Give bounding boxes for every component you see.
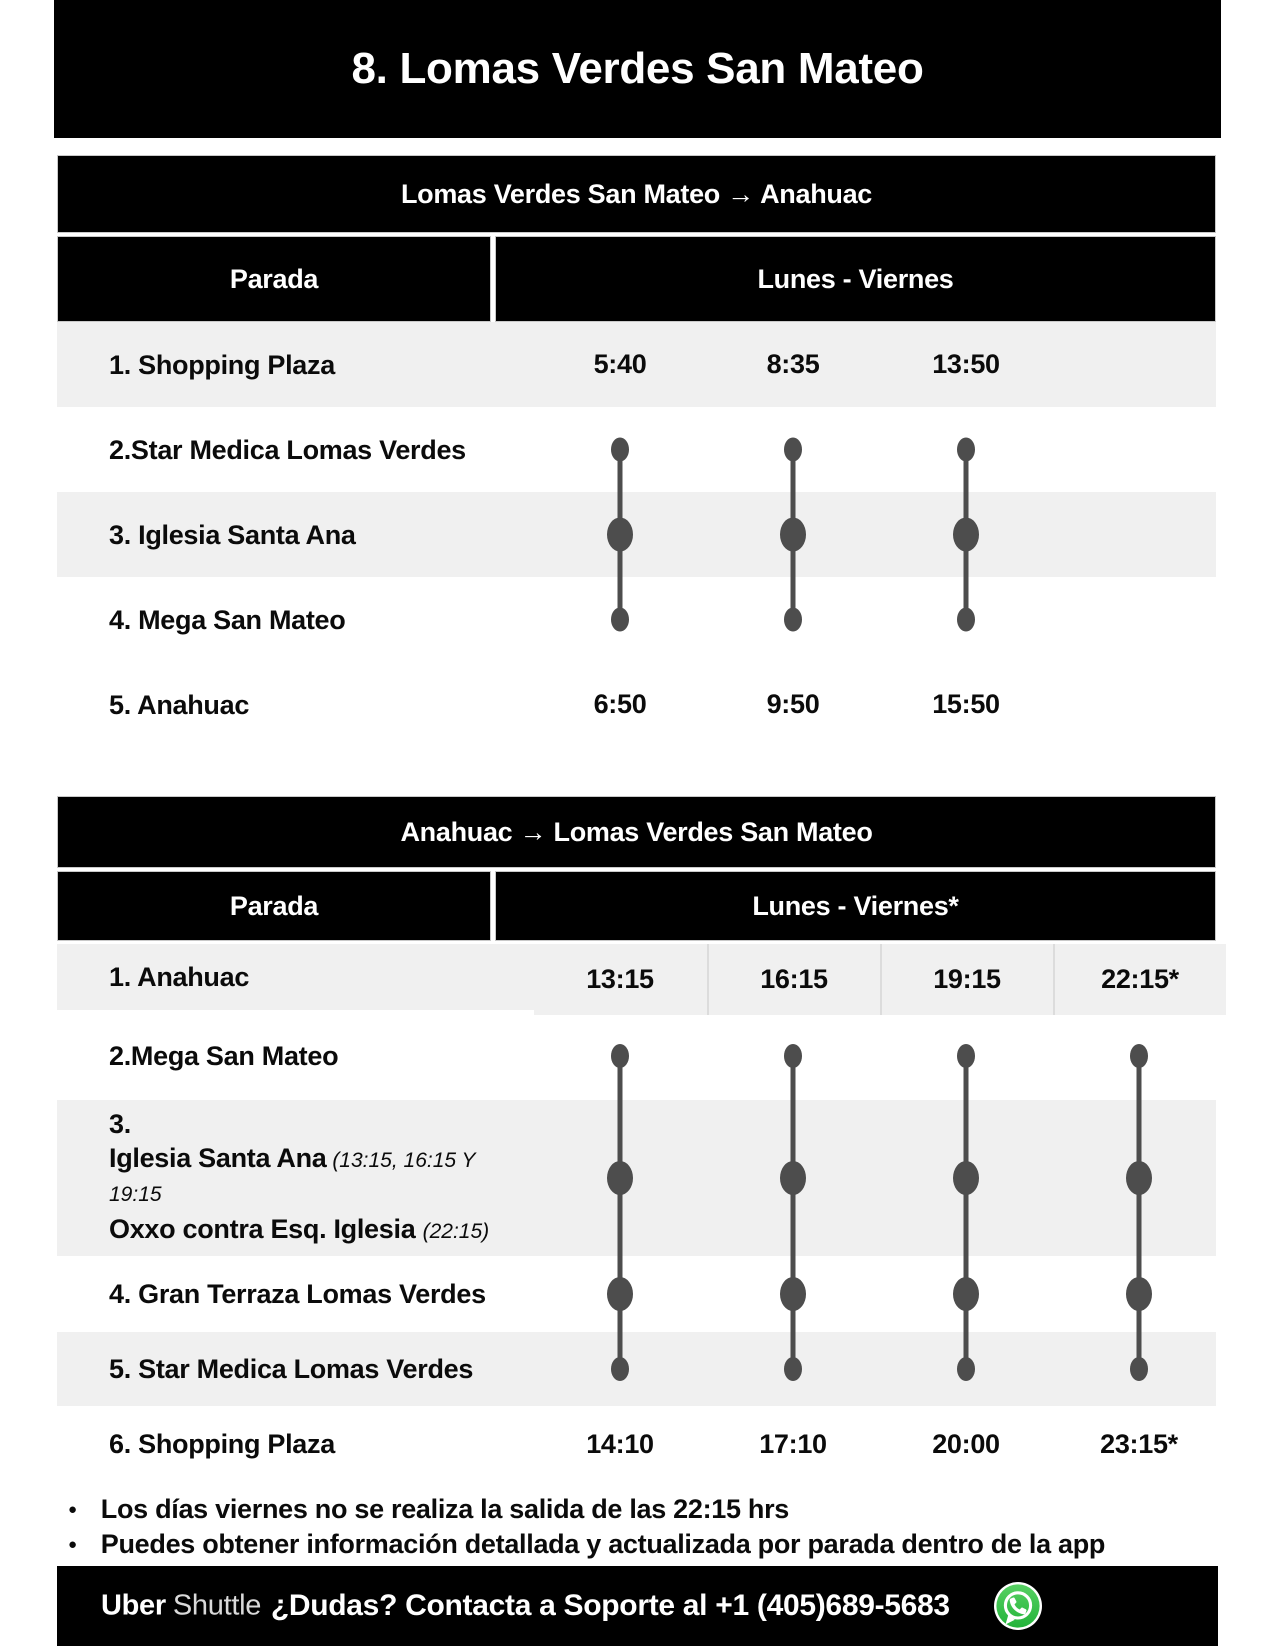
stop-row	[57, 322, 1216, 407]
departure-time: 22:15*	[1053, 944, 1226, 1015]
departure-time: 17:10	[759, 1428, 827, 1459]
departure-time: 16:15	[707, 944, 880, 1015]
note-item	[68, 1492, 1218, 1527]
brand-shuttle: Shuttle	[172, 1589, 262, 1622]
stop-name: 2.Mega San Mateo	[109, 1041, 339, 1071]
stop-name: 5. Star Medica Lomas Verdes	[109, 1354, 474, 1384]
schedule-rows	[57, 322, 1216, 747]
column-header-row	[57, 871, 1216, 941]
schedule-rows	[57, 944, 1216, 1482]
stop-name: 1. Anahuac	[57, 944, 534, 1010]
departure-time: 5:40	[593, 349, 647, 379]
stop-row	[57, 1256, 1216, 1332]
stop-row	[57, 1332, 1216, 1406]
departure-time: 23:15*	[1100, 1428, 1178, 1459]
brand-uber: Uber	[101, 1589, 166, 1622]
stop-row	[57, 407, 1216, 492]
page-title: 8. Lomas Verdes San Mateo	[54, 0, 1221, 138]
bullet-icon: ●	[68, 1501, 77, 1518]
departure-time: 20:00	[932, 1428, 1000, 1459]
departure-time: 13:15	[534, 944, 707, 1015]
column-header-stop: Parada	[57, 236, 491, 322]
stop-name: 6. Shopping Plaza	[109, 1429, 335, 1459]
stop-name: 4. Gran Terraza Lomas Verdes	[109, 1279, 486, 1309]
stop-name: 5. Anahuac	[109, 689, 250, 720]
stop-name: 3. Iglesia Santa Ana	[109, 519, 356, 550]
notes-list	[68, 1492, 1218, 1562]
stop-name: 2.Star Medica Lomas Verdes	[109, 434, 466, 465]
schedule-table-2	[57, 796, 1216, 1482]
column-header-days: Lunes - Viernes*	[495, 871, 1216, 941]
route-header: Anahuac → Lomas Verdes San Mateo	[57, 796, 1216, 868]
route-header: Lomas Verdes San Mateo → Anahuac	[57, 155, 1216, 233]
stop-row	[57, 1406, 1216, 1482]
uber-shuttle-logo	[101, 1590, 261, 1623]
stop-row	[57, 492, 1216, 577]
departure-time: 14:10	[586, 1428, 654, 1459]
stop-row	[57, 1012, 1216, 1100]
support-contact-text: ¿Dudas? Contacta a Soporte al +1 (405)689-5683	[270, 1589, 950, 1622]
departure-time: 19:15	[880, 944, 1053, 1015]
stop-name: 4. Mega San Mateo	[109, 604, 346, 635]
stop-row	[57, 577, 1216, 662]
stop-row	[57, 662, 1216, 747]
departure-time: 9:50	[766, 689, 820, 719]
column-header-stop: Parada	[57, 871, 491, 941]
stop-row	[57, 944, 1216, 1012]
note-text: Los días viernes no se realiza la salida de las 22:15 hrs	[100, 1494, 790, 1524]
column-header-days: Lunes - Viernes	[495, 236, 1216, 322]
bullet-icon: ●	[68, 1536, 77, 1553]
departure-time: 13:50	[932, 349, 1000, 379]
schedule-table-1	[57, 155, 1216, 747]
note-item	[68, 1527, 1218, 1562]
departure-time: 15:50	[932, 689, 1000, 719]
whatsapp-icon[interactable]	[993, 1581, 1043, 1631]
whatsapp-bubble-bg	[996, 1584, 1039, 1627]
stop-name: 3. Iglesia Santa Ana (13:15, 16:15 Y 19:15 Oxxo contra Esq. Iglesia (22:15)	[109, 1109, 490, 1244]
departure-time: 6:50	[593, 689, 647, 719]
departure-time: 8:35	[766, 349, 820, 379]
column-header-row	[57, 236, 1216, 322]
footer-bar	[57, 1566, 1218, 1646]
stop-row	[57, 1100, 1216, 1256]
stop-name: 1. Shopping Plaza	[109, 349, 335, 380]
note-text: Puedes obtener información detallada y actualizada por parada dentro de la app	[100, 1529, 1106, 1559]
